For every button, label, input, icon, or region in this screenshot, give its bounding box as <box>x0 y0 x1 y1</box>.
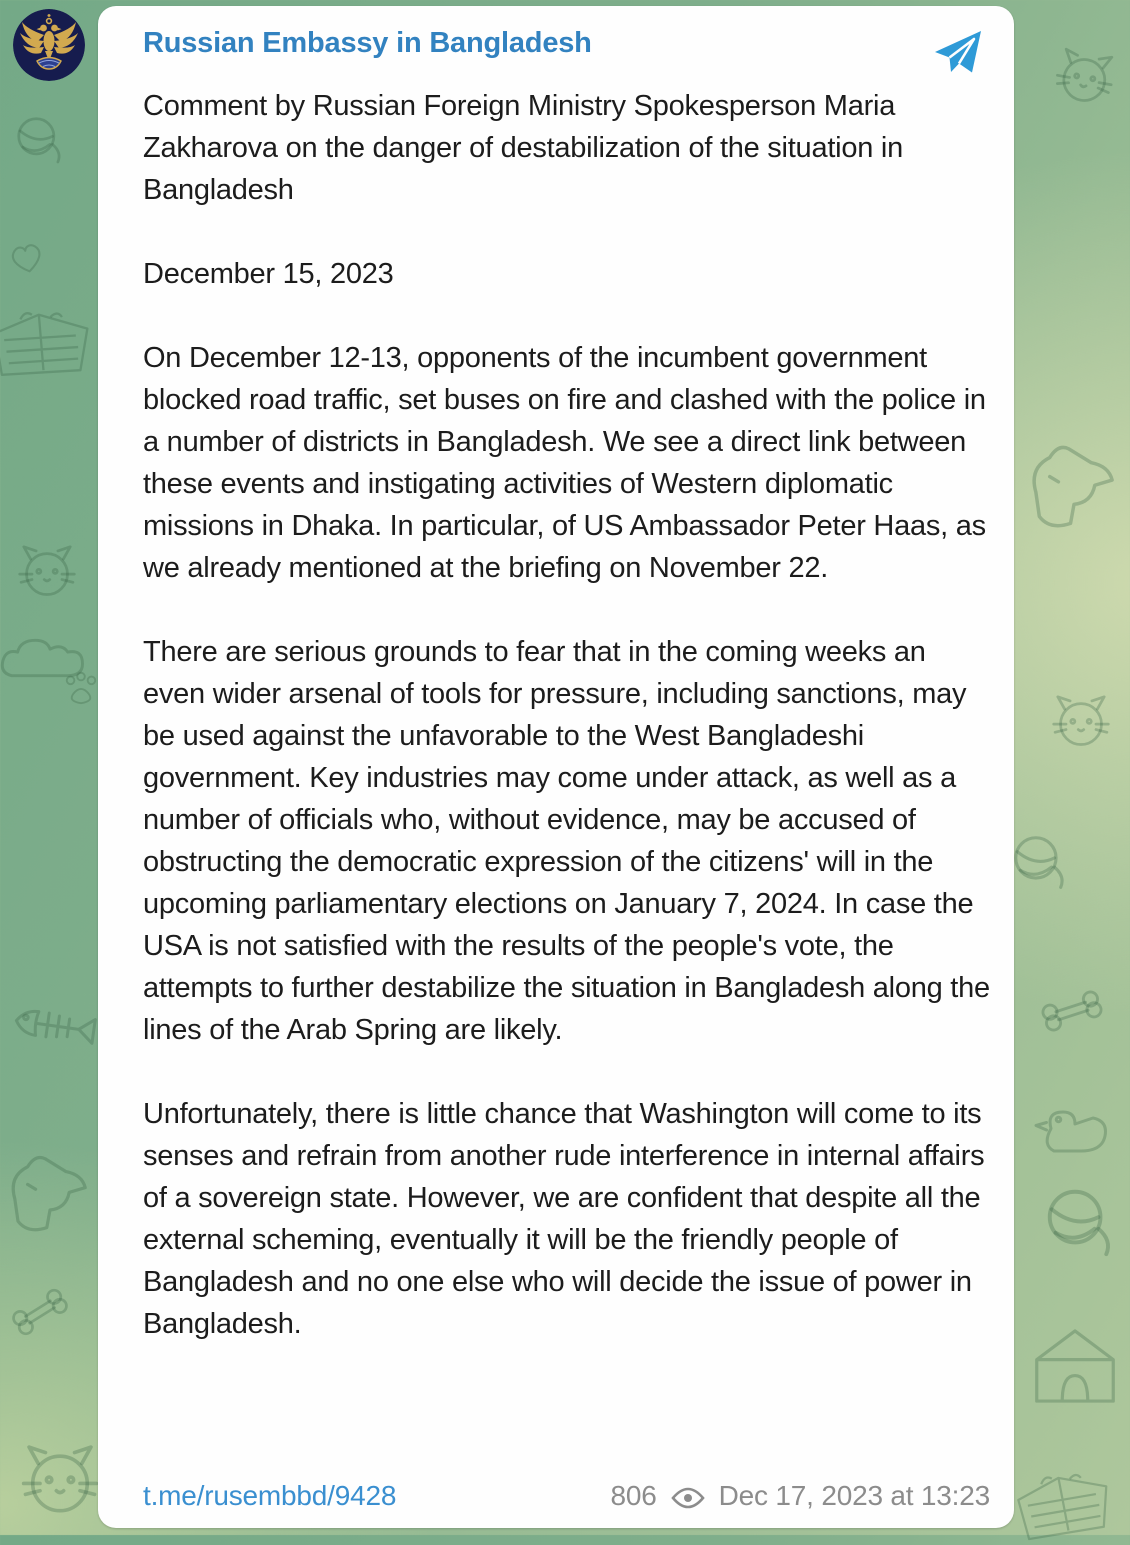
message-paragraph: On December 12-13, opponents of the incumbent government blocked road traffic, set buses on fire and clashed with the police in a number of districts in Bangladesh. We see a direct link between these events and instigating activities of Western diplomatic missions in Dhaka. In particular, of US Ambassador Peter Haas, as we already mentioned at the briefing on November 22. <box>143 342 986 584</box>
message-header <box>143 26 990 76</box>
doodle-heart <box>2 234 52 284</box>
doodle-duck <box>1030 1100 1114 1166</box>
doodle-yarn-ball <box>1008 830 1070 892</box>
doodle-cat-face <box>1047 41 1122 112</box>
channel-name[interactable]: Russian Embassy in Bangladesh <box>143 27 592 59</box>
message-timestamp: Dec 17, 2023 at 13:23 <box>718 1480 990 1511</box>
doodle-toy-crate <box>0 298 92 380</box>
doodle-cat-face <box>14 540 80 600</box>
post-link[interactable]: t.me/rusembbd/9428 <box>143 1480 397 1511</box>
message-paragraph: Unfortunately, there is little chance that Washington will come to its senses and refrain from another rude interference in internal affairs of a sovereign state. However, we are confident that despite all the external scheming, eventually it will be the friendly people of Bangladesh and no one else who will decide the issue of power in Bangladesh. <box>143 1098 985 1340</box>
doodle-toy-crate <box>1008 1457 1116 1545</box>
doodle-doghouse <box>1024 1318 1126 1414</box>
doodle-cat-face <box>1048 690 1114 750</box>
doodle-paw-print <box>62 668 100 706</box>
doodle-yarn-ball <box>12 112 66 166</box>
russian-mfa-emblem-icon <box>13 9 85 81</box>
channel-avatar[interactable] <box>13 9 85 81</box>
doodle-dog-head <box>2 1150 98 1238</box>
doodle-bone <box>1033 981 1111 1042</box>
doodle-fish-skeleton <box>7 994 103 1058</box>
telegram-plane-icon[interactable] <box>932 28 984 76</box>
message-paragraph: December 15, 2023 <box>143 258 394 290</box>
doodle-cat-face <box>16 1438 104 1518</box>
doodle-bone <box>2 1278 77 1346</box>
message-meta <box>611 1480 990 1512</box>
views-eye-icon <box>671 1486 705 1510</box>
message-text <box>143 85 990 1345</box>
message-paragraph: There are serious grounds to fear that in the coming weeks an even wider arsenal of tools for pressure, including sanctions, may be used against the unfavorable to the West Bangladeshi government. Key industries may come under attack, as well as a number of officials who, without evidence, may be accused of obstructing the democratic expression of the citizens' will in the upcoming parliamentary elections on January 7, 2024. In case the USA is not satisfied with the results of the people's vote, the attempts to further destabilize the situation in Bangladesh along the lines of the Arab Spring are likely. <box>143 636 990 1046</box>
views-count: 806 <box>610 1480 657 1511</box>
doodle-dog <box>1022 440 1126 534</box>
message-paragraph: Comment by Russian Foreign Ministry Spokesperson Maria Zakharova on the danger of destabilization of the situation in Bangladesh <box>143 90 903 206</box>
message-footer <box>143 1462 990 1512</box>
message-bubble <box>98 6 1014 1528</box>
doodle-yarn-ball <box>1040 1182 1118 1260</box>
